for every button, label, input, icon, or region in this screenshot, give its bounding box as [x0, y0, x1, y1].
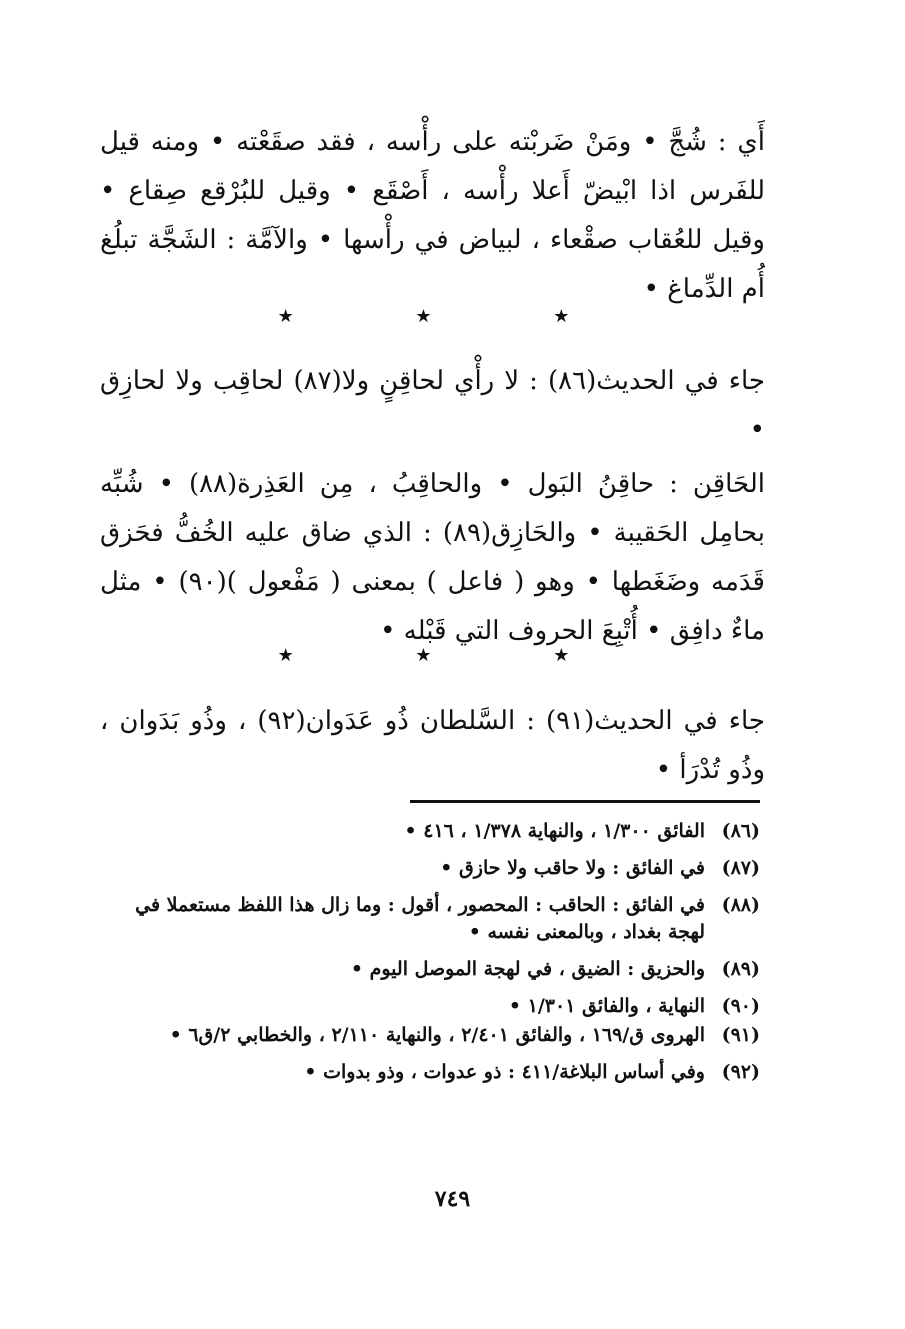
footnote-divider [410, 800, 760, 803]
footnote-text: والحزيق : الضيق ، في لهجة الموصل اليوم • [350, 958, 705, 980]
footnote-number: (٩١) [721, 1024, 760, 1046]
section-separator: ★ ★ ★ [277, 306, 628, 327]
footnote-item [100, 956, 760, 983]
footnote-item [100, 818, 760, 845]
footnotes-list [100, 818, 760, 1096]
footnote-number: (٨٩) [721, 958, 760, 980]
footnote-text: في الفائق : الحاقب : المحصور ، أقول : وما زال هذا اللفظ مستعملا في لهجة بغداد ، وبالمعنى نفسه • [135, 894, 705, 943]
footnote-item [100, 855, 760, 882]
footnote-number: (٨٨) [721, 894, 760, 916]
page-number: ٧٤٩ [434, 1186, 471, 1212]
footnote-text: الفائق ١/٣٠٠ ، والنهاية ١/٣٧٨ ، ٤١٦ • [404, 820, 705, 842]
footnote-item [100, 993, 760, 1020]
footnote-item [100, 1022, 760, 1049]
paragraph-hadith-2: جاء في الحديث(٩١) : السَّلطان ذُو عَدَوان(٩٢) ، وذُو بَدَوان ، وذُو تُدْرَأ • [100, 706, 765, 785]
footnote-text: الهروى ق/١٦٩ ، والفائق ٢/٤٠١ ، والنهاية ٢/١١٠ ، والخطابي ٢/ق٦ • [169, 1024, 705, 1046]
footnote-number: (٩٠) [721, 995, 760, 1017]
footnote-text: في الفائق : ولا حاقب ولا حازق • [440, 857, 705, 879]
paragraph-explanation: الحَاقِن : حاقِنُ البَول • والحاقِبُ ، مِن العَذِرة(٨٨) • شُبِّه بحامِل الحَقيبة • والحَازِق(٨٩) : الذي ضاق عليه الخُفُّ فحَزق قَدَمه وضَغَطها • وهو ( فاعل ) بمعنى ( مَفْعول )(٩٠) • مثل ماءٌ دافِق • أُتْبِعَ الحروف التي قَبْله • [100, 469, 765, 646]
footnote-text: النهاية ، والفائق ١/٣٠١ • [508, 995, 705, 1017]
footnote-item [100, 1059, 760, 1086]
paragraph-definition: أَي : شُجَّ • ومَنْ ضَربْته على رأْسه ، فقد صقَعْته • ومنه قيل للفَرس اذا ابْيضّ أَعلا رأْسه ، أَصْقَع • وقيل للبُرْقع صِقاع • وقيل للعُقاب صقْعاء ، لبياض في رأْسها • والآمَّة : الشَجَّة تبلُغ أُم الدِّماغ • [100, 127, 765, 304]
footnote-number: (٨٦) [721, 820, 760, 842]
footnote-number: (٩٢) [721, 1061, 760, 1083]
footnote-item [100, 892, 760, 946]
footnote-number: (٨٧) [721, 857, 760, 879]
section-separator: ★ ★ ★ [277, 645, 628, 666]
footnote-text: وفي أساس البلاغة/٤١١ : ذو عدوات ، وذو بدوات • [304, 1061, 705, 1083]
paragraph-hadith-1: جاء في الحديث(٨٦) : لا رأْي لحاقِنٍ ولا(٨٧) لحاقِب ولا لحازِق • [100, 366, 766, 445]
